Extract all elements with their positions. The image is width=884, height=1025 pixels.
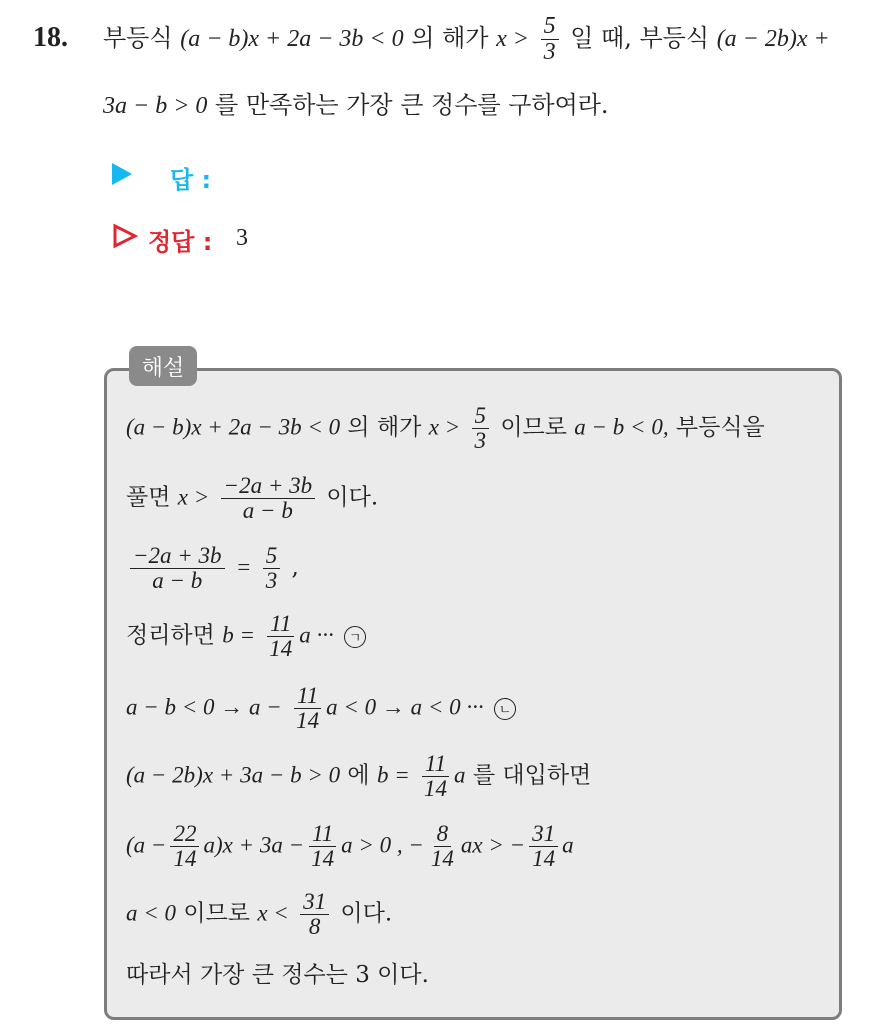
- fraction: [308, 822, 337, 871]
- solution-tag: 해설: [129, 346, 197, 386]
- fraction: [529, 822, 558, 871]
- math-expression: a − b < 0 → a −: [126, 694, 282, 720]
- math-expression: a: [562, 832, 574, 858]
- solution-text: 이므로: [183, 900, 250, 927]
- solution-line-7: [126, 822, 574, 871]
- fraction: [266, 612, 295, 661]
- numerator: 11: [294, 684, 321, 709]
- fraction: [421, 752, 450, 801]
- solution-text: 정리하면: [126, 622, 215, 649]
- denominator: 14: [532, 846, 556, 872]
- math-expression: b =: [376, 762, 410, 788]
- numerator: 5: [541, 14, 559, 40]
- problem-line-2: [103, 85, 609, 120]
- math-expression: (a − 2b)x +: [716, 26, 830, 53]
- math-expression: x <: [257, 900, 289, 926]
- math-expression: a: [454, 762, 466, 788]
- solution-text: 부등식을: [675, 414, 765, 441]
- denominator: 3: [543, 39, 556, 66]
- denominator: 3: [265, 568, 278, 594]
- denominator: 14: [269, 636, 293, 662]
- denominator: 14: [430, 846, 454, 872]
- math-expression: 3a − b > 0: [103, 93, 208, 119]
- math-expression: a ···: [299, 622, 334, 648]
- math-expression: a > 0 , −: [341, 832, 424, 858]
- play-arrow-icon: [112, 163, 132, 185]
- answer-label: 답 :: [170, 166, 212, 194]
- solution-text: 이므로: [500, 414, 567, 441]
- numerator: 31: [300, 890, 329, 915]
- denominator: 8: [308, 914, 321, 940]
- denominator: 3: [474, 428, 486, 454]
- math-expression: a)x + 3a −: [203, 832, 305, 858]
- solution-line-5: [126, 684, 516, 733]
- math-expression: x >: [496, 26, 529, 53]
- solution-text: 이다.: [326, 484, 379, 511]
- numerator: 5: [472, 404, 490, 429]
- solution-text: 의 해가: [347, 414, 422, 441]
- numerator: 5: [263, 544, 281, 569]
- math-expression: (a − b)x + 2a − 3b < 0: [180, 26, 404, 53]
- problem-number: 18.: [33, 22, 68, 53]
- math-expression: (a − b)x + 2a − 3b < 0: [126, 414, 341, 440]
- problem-text: 일 때, 부등식: [570, 24, 710, 53]
- solution-line-4: [126, 612, 366, 661]
- fraction: [293, 684, 322, 733]
- numerator: −2a + 3b: [130, 544, 225, 569]
- denominator: a − b: [242, 498, 293, 524]
- problem-line-1: [103, 14, 830, 65]
- numerator: 11: [267, 612, 294, 637]
- denominator: 14: [424, 776, 448, 802]
- circled-mark-icon: ㄴ: [494, 698, 516, 720]
- solution-text: 에: [347, 762, 370, 789]
- correct-answer-value: 3: [236, 225, 248, 251]
- denominator: 14: [311, 846, 335, 872]
- answer-row: [112, 163, 132, 185]
- math-expression: b =: [222, 622, 255, 648]
- fraction: [472, 404, 490, 453]
- fraction: [221, 474, 316, 523]
- outline-arrow-icon: [112, 223, 138, 249]
- fraction: [170, 822, 199, 871]
- math-expression: (a − 2b)x + 3a − b > 0: [126, 762, 341, 788]
- problem-text: 를 만족하는 가장 큰 정수를 구하여라.: [215, 91, 609, 119]
- numerator: 22: [170, 822, 199, 847]
- math-expression: =: [235, 554, 252, 580]
- solution-text: 풀면: [126, 484, 171, 511]
- solution-text: 를 대입하면: [472, 762, 592, 789]
- math-expression: ax > −: [460, 832, 526, 858]
- numerator: 11: [422, 752, 449, 777]
- circled-mark-icon: ㄱ: [344, 626, 366, 648]
- solution-text: 따라서 가장 큰 정수는 3 이다.: [126, 962, 429, 988]
- solution-line-1: [126, 404, 765, 453]
- solution-line-8: [126, 890, 392, 939]
- correct-answer-label: 정답 :: [148, 228, 213, 256]
- math-expression: a − b < 0,: [574, 414, 669, 440]
- denominator: 14: [173, 846, 197, 872]
- math-expression: a < 0: [126, 900, 177, 926]
- fraction: [541, 14, 559, 65]
- numerator: 11: [309, 822, 336, 847]
- math-expression: x >: [428, 414, 461, 440]
- solution-line-3: [126, 544, 299, 593]
- solution-line-9: [126, 956, 429, 989]
- denominator: 14: [296, 708, 320, 734]
- math-expression: a < 0 → a < 0 ···: [326, 694, 484, 720]
- fraction: [130, 544, 225, 593]
- problem-text: 부등식: [103, 24, 173, 53]
- fraction: [428, 822, 457, 871]
- math-expression: x >: [177, 484, 210, 510]
- numerator: 8: [434, 822, 452, 847]
- math-expression: (a −: [126, 832, 167, 858]
- correct-arrow: [112, 223, 138, 253]
- fraction: [300, 890, 329, 939]
- solution-line-6: [126, 752, 591, 801]
- problem-text: 의 해가: [411, 24, 489, 53]
- solution-text: 이다.: [340, 900, 393, 927]
- solution-text: ,: [291, 554, 299, 581]
- solution-line-2: [126, 474, 378, 523]
- denominator: a − b: [152, 568, 203, 594]
- numerator: −2a + 3b: [221, 474, 316, 499]
- numerator: 31: [529, 822, 558, 847]
- fraction: [263, 544, 281, 593]
